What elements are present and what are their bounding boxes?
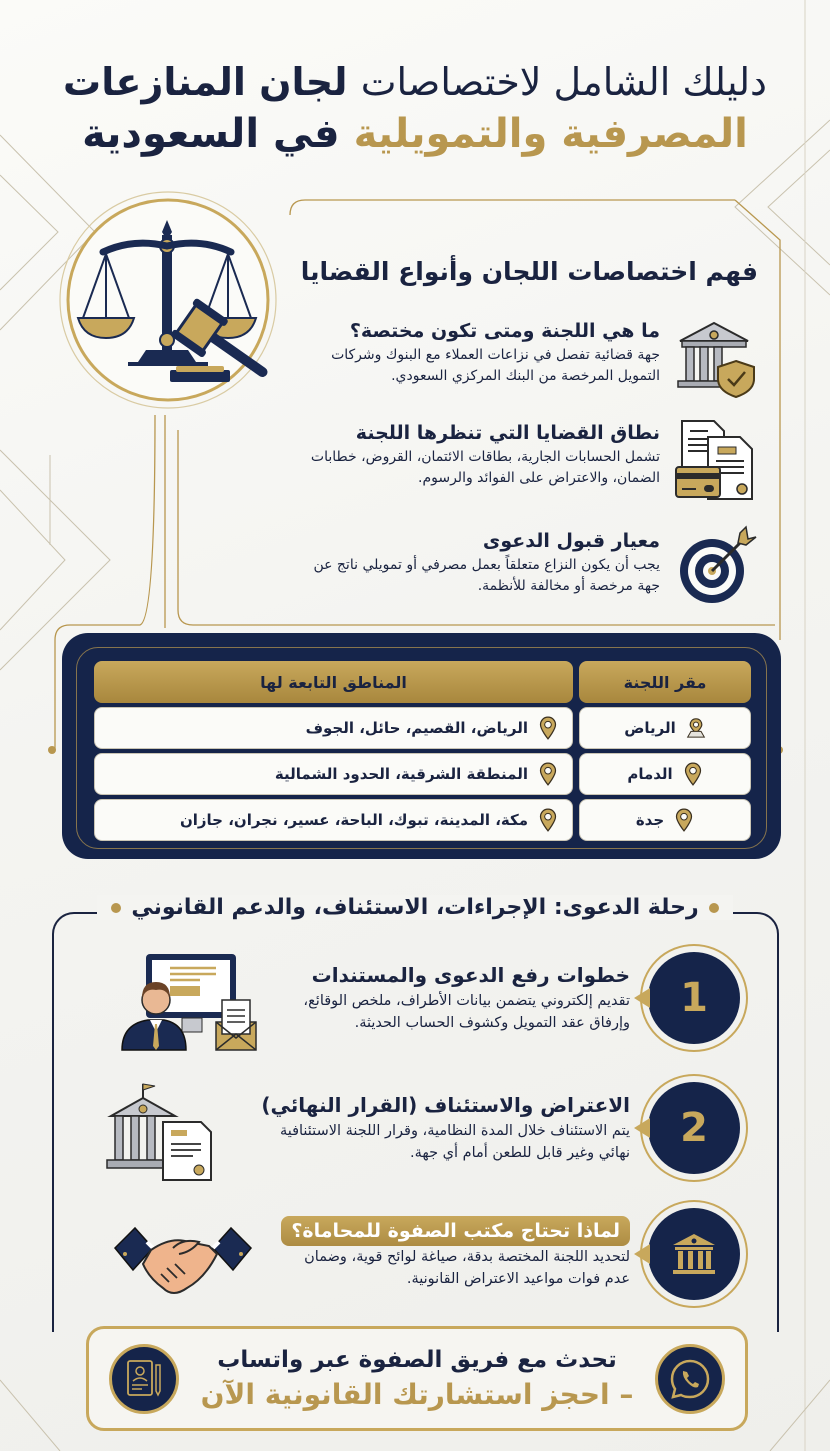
item-title: نطاق القضايا التي تنظرها اللجنة	[355, 422, 660, 444]
step-number-badge	[648, 952, 740, 1044]
step-text: لتحديد اللجنة المختصة بدقة، صياغة لوائح قوية، وضمان عدم فوات مواعيد الاعتراض القانونية.	[304, 1249, 630, 1287]
whatsapp-icon	[668, 1357, 712, 1401]
regions-list: الرياض، القصيم، حائل، الجوف	[305, 719, 528, 737]
location-pin-icon	[538, 807, 558, 833]
committees-table	[94, 661, 751, 841]
documents-card-icon	[674, 417, 758, 501]
column-header-city: مقر اللجنة	[579, 661, 751, 703]
page-title	[40, 58, 790, 162]
court-document-icon	[93, 1082, 233, 1182]
cta-line-2: – احجز استشارتك القانونية الآن	[200, 1377, 634, 1411]
target-arrow-icon	[674, 525, 758, 609]
info-item	[288, 315, 758, 399]
city-name: جدة	[635, 811, 665, 829]
step-number-badge	[648, 1082, 740, 1174]
gold-dot-icon	[709, 903, 719, 913]
journey-step	[120, 952, 740, 1052]
location-pin-icon	[538, 715, 558, 741]
item-title: معيار قبول الدعوى	[482, 530, 660, 552]
info-item	[288, 417, 758, 501]
item-title: ما هي اللجنة ومتى تكون مختصة؟	[349, 320, 660, 342]
journey-heading-wrap	[0, 895, 830, 920]
title-navy-text: في السعودية	[82, 111, 340, 157]
section-heading: فهم اختصاصات اللجان وأنواع القضايا	[300, 257, 758, 286]
regions-list: مكة، المدينة، تبوك، الباحة، عسير، نجران، جازان	[179, 811, 528, 829]
item-text: جهة قضائية تفصل في نزاعات العملاء مع البنوك وشركات التمويل المرخصة من البنك المركزي السعودي.	[331, 347, 660, 384]
step-title: خطوات رفع الدعوى والمستندات	[311, 963, 630, 987]
journey-step	[120, 1208, 740, 1308]
journey-heading	[97, 895, 732, 920]
title-line-2	[40, 106, 790, 162]
city-name: الرياض	[624, 719, 676, 737]
scales-gavel-icon	[58, 190, 278, 410]
table-cell-city	[579, 753, 751, 795]
bank-shield-icon	[674, 315, 758, 399]
consultation-icon-badge	[109, 1344, 179, 1414]
location-pin-icon	[674, 807, 694, 833]
item-text: يجب أن يكون النزاع متعلقاً بعمل مصرفي أو تمويلي ناتج عن جهة مرخصة أو مخالفة للأنظمة.	[313, 557, 660, 594]
info-item	[288, 525, 758, 609]
title-bold-text: لجان المنازعات	[63, 60, 348, 104]
city-name: الدمام	[627, 765, 673, 783]
step-text: تقديم إلكتروني يتضمن بيانات الأطراف، ملخص الوقائع، وإرفاق عقد التمويل وكشوف الحساب الحديثة.	[303, 993, 630, 1031]
location-pin-icon	[538, 761, 558, 787]
map-person-icon	[686, 715, 706, 741]
table-cell-city	[579, 707, 751, 749]
table-cell-regions	[94, 707, 573, 749]
location-pin-icon	[683, 761, 703, 787]
table-cell-city	[579, 799, 751, 841]
step-number: 1	[648, 952, 740, 1044]
gold-dot-icon	[111, 903, 121, 913]
table-cell-regions	[94, 799, 573, 841]
lawyer-computer-mail-icon	[120, 952, 260, 1052]
item-text: تشمل الحسابات الجارية، بطاقات الائتمان، القروض، خطابات الضمان، والاعتراض على الفوائد والرسوم.	[310, 449, 660, 486]
journey-step	[120, 1082, 740, 1182]
step-text: يتم الاستئناف خلال المدة النظامية، وقرار اللجنة الاستئنافية نهائي وغير قابل للطعن أمام أي جهة.	[279, 1123, 630, 1161]
step-number: 2	[648, 1082, 740, 1174]
step-icon-badge	[648, 1208, 740, 1300]
title-light-text: دليلك الشامل لاختصاصات	[360, 60, 767, 104]
step-title-badge: لماذا تحتاج مكتب الصفوة للمحاماة؟	[281, 1216, 630, 1246]
table-cell-regions	[94, 753, 573, 795]
whatsapp-cta-banner[interactable]	[86, 1326, 748, 1431]
committees-table-card	[62, 633, 781, 859]
journey-heading-text: رحلة الدعوى: الإجراءات، الاستئناف، والدعم القانوني	[131, 895, 699, 920]
regions-list: المنطقة الشرقية، الحدود الشمالية	[274, 765, 528, 783]
title-gold-text: المصرفية والتمويلية	[353, 111, 748, 157]
column-header-regions: المناطق التابعة لها	[94, 661, 573, 703]
title-line-1	[40, 58, 790, 106]
cta-line-1: تحدث مع فريق الصفوة عبر واتساب	[217, 1346, 617, 1373]
step-title: الاعتراض والاستئناف (القرار النهائي)	[261, 1093, 630, 1117]
handshake-icon	[113, 1208, 253, 1308]
cta-text	[179, 1344, 655, 1414]
document-pen-icon	[124, 1357, 164, 1401]
whatsapp-button[interactable]	[655, 1344, 725, 1414]
